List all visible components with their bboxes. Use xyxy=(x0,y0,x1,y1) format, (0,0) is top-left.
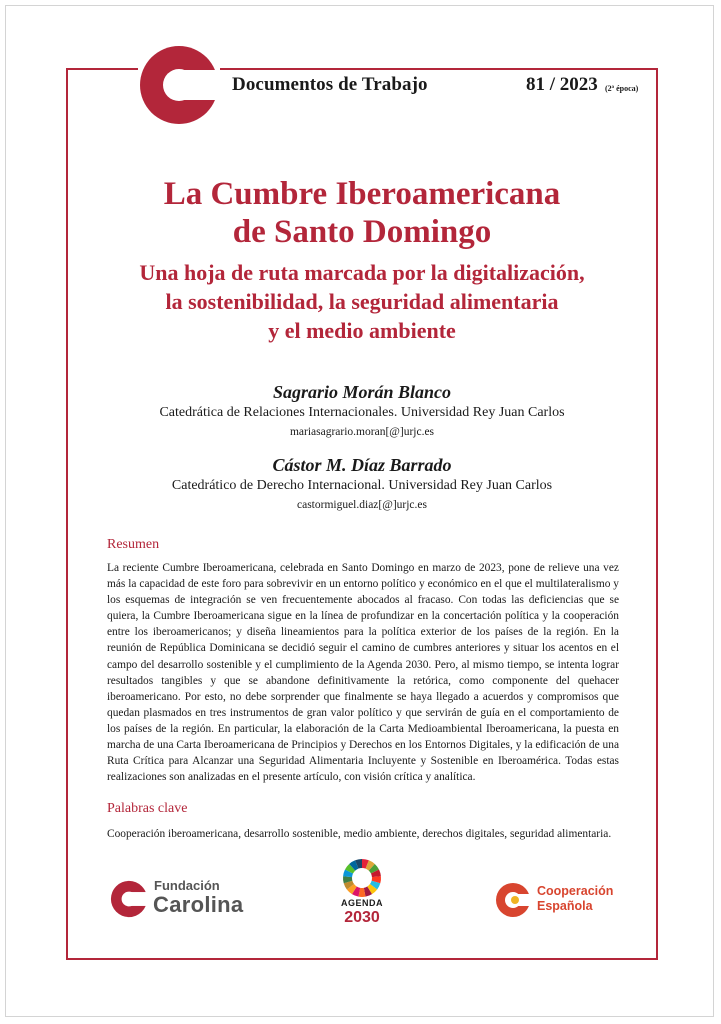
cooperacion-line-2: Española xyxy=(537,899,593,913)
subtitle-line-3: y el medio ambiente xyxy=(268,318,456,343)
author-1-affiliation: Catedrática de Relaciones Internacionales. Universidad Rey Juan Carlos xyxy=(159,405,565,420)
author-2-affiliation: Catedrático de Derecho Internacional. Universidad Rey Juan Carlos xyxy=(171,478,553,493)
subtitle-line-1: Una hoja de ruta marcada por la digitalización, xyxy=(139,260,585,285)
document-title xyxy=(66,175,658,251)
author-1-email: mariasagrario.moran[@]urjc.es xyxy=(289,426,435,438)
carolina-label: Carolina xyxy=(153,892,244,917)
agenda-2030-logo xyxy=(331,858,393,930)
keywords-heading: Palabras clave xyxy=(107,801,188,816)
author-1-name: Sagrario Morán Blanco xyxy=(272,382,452,402)
fundacion-carolina-logo xyxy=(110,876,260,926)
cooperacion-line-1: Cooperación xyxy=(537,884,614,898)
keywords-text: Cooperación iberoamericana, desarrollo sostenible, medio ambiente, derechos digitales, seguridad alimentaria. xyxy=(107,828,612,840)
c-logo-icon xyxy=(138,44,220,126)
sdg-wheel-icon xyxy=(342,858,382,898)
c-letter-icon xyxy=(110,880,148,918)
epoch-label: (2ª época) xyxy=(605,84,639,93)
cooperacion-label xyxy=(537,884,613,914)
abstract-text: La reciente Cumbre Iberoamericana, celebrada en Santo Domingo en marzo de 2023, pone de relieve una vez más la capacidad de este foro para sobrevivir en un entorno político y económico en el que el multilateralismo y los esquemas de integración se ven frecuentemente abocados al fracaso. Con todas las deficiencias que se quiera, la Cumbre Iberoamericana sigue en la línea de profundizar en la concertación política y la cooperación entre los iberoamericanos; y diseña lineamientos para la política exterior de los países de la región. En la reunión de República Dominicana se decidió seguir el camino de cumbres anteriores y situar los acentos en el campo del desarrollo sostenible y el cumplimiento de la Agenda 2030. Pero, al mismo tiempo, se intenta lograr resultados tangibles y que se abandone definitivamente la retórica, como componente del quehacer iberoamericano. Por esto, no debe sorprender que finalmente se haya llegado a acuerdos y compromisos que quedan plasmados en tres instrumentos de gran valor político y que servirán de guía en el comportamiento de los países de la región. En particular, la elaboración de la Carta Medioambiental Iberoamericana, la puesta en marcha de una Carta Iberoamericana de Principios y Derechos en los Entornos Digitales, y la edificación de una Ruta Crítica para Alcanzar una Seguridad Alimentaria Incluyente y Sostenible en Iberoamérica. Todas estas realizaciones son analizadas en el presente artículo, con visión crítica y analítica. xyxy=(107,562,619,784)
issue-number: 81 / 2023 xyxy=(526,74,598,95)
series-title: Documentos de Trabajo xyxy=(232,74,428,95)
title-line-2: de Santo Domingo xyxy=(232,214,492,250)
author-2-name: Cástor M. Díaz Barrado xyxy=(272,455,452,475)
abstract-heading: Resumen xyxy=(107,537,160,552)
fundacion-label: Fundación xyxy=(154,878,220,893)
title-line-1: La Cumbre Iberoamericana xyxy=(163,176,561,212)
subtitle-line-2: la sostenibilidad, la seguridad alimentaria xyxy=(165,289,559,314)
document-subtitle xyxy=(66,258,658,345)
author-2-email: castormiguel.diaz[@]urjc.es xyxy=(296,499,427,511)
cooperacion-swirl-icon xyxy=(495,882,531,918)
cooperacion-espanola-logo xyxy=(495,880,625,924)
agenda-year: 2030 xyxy=(344,909,380,926)
agenda-label: AGENDA xyxy=(340,898,383,908)
